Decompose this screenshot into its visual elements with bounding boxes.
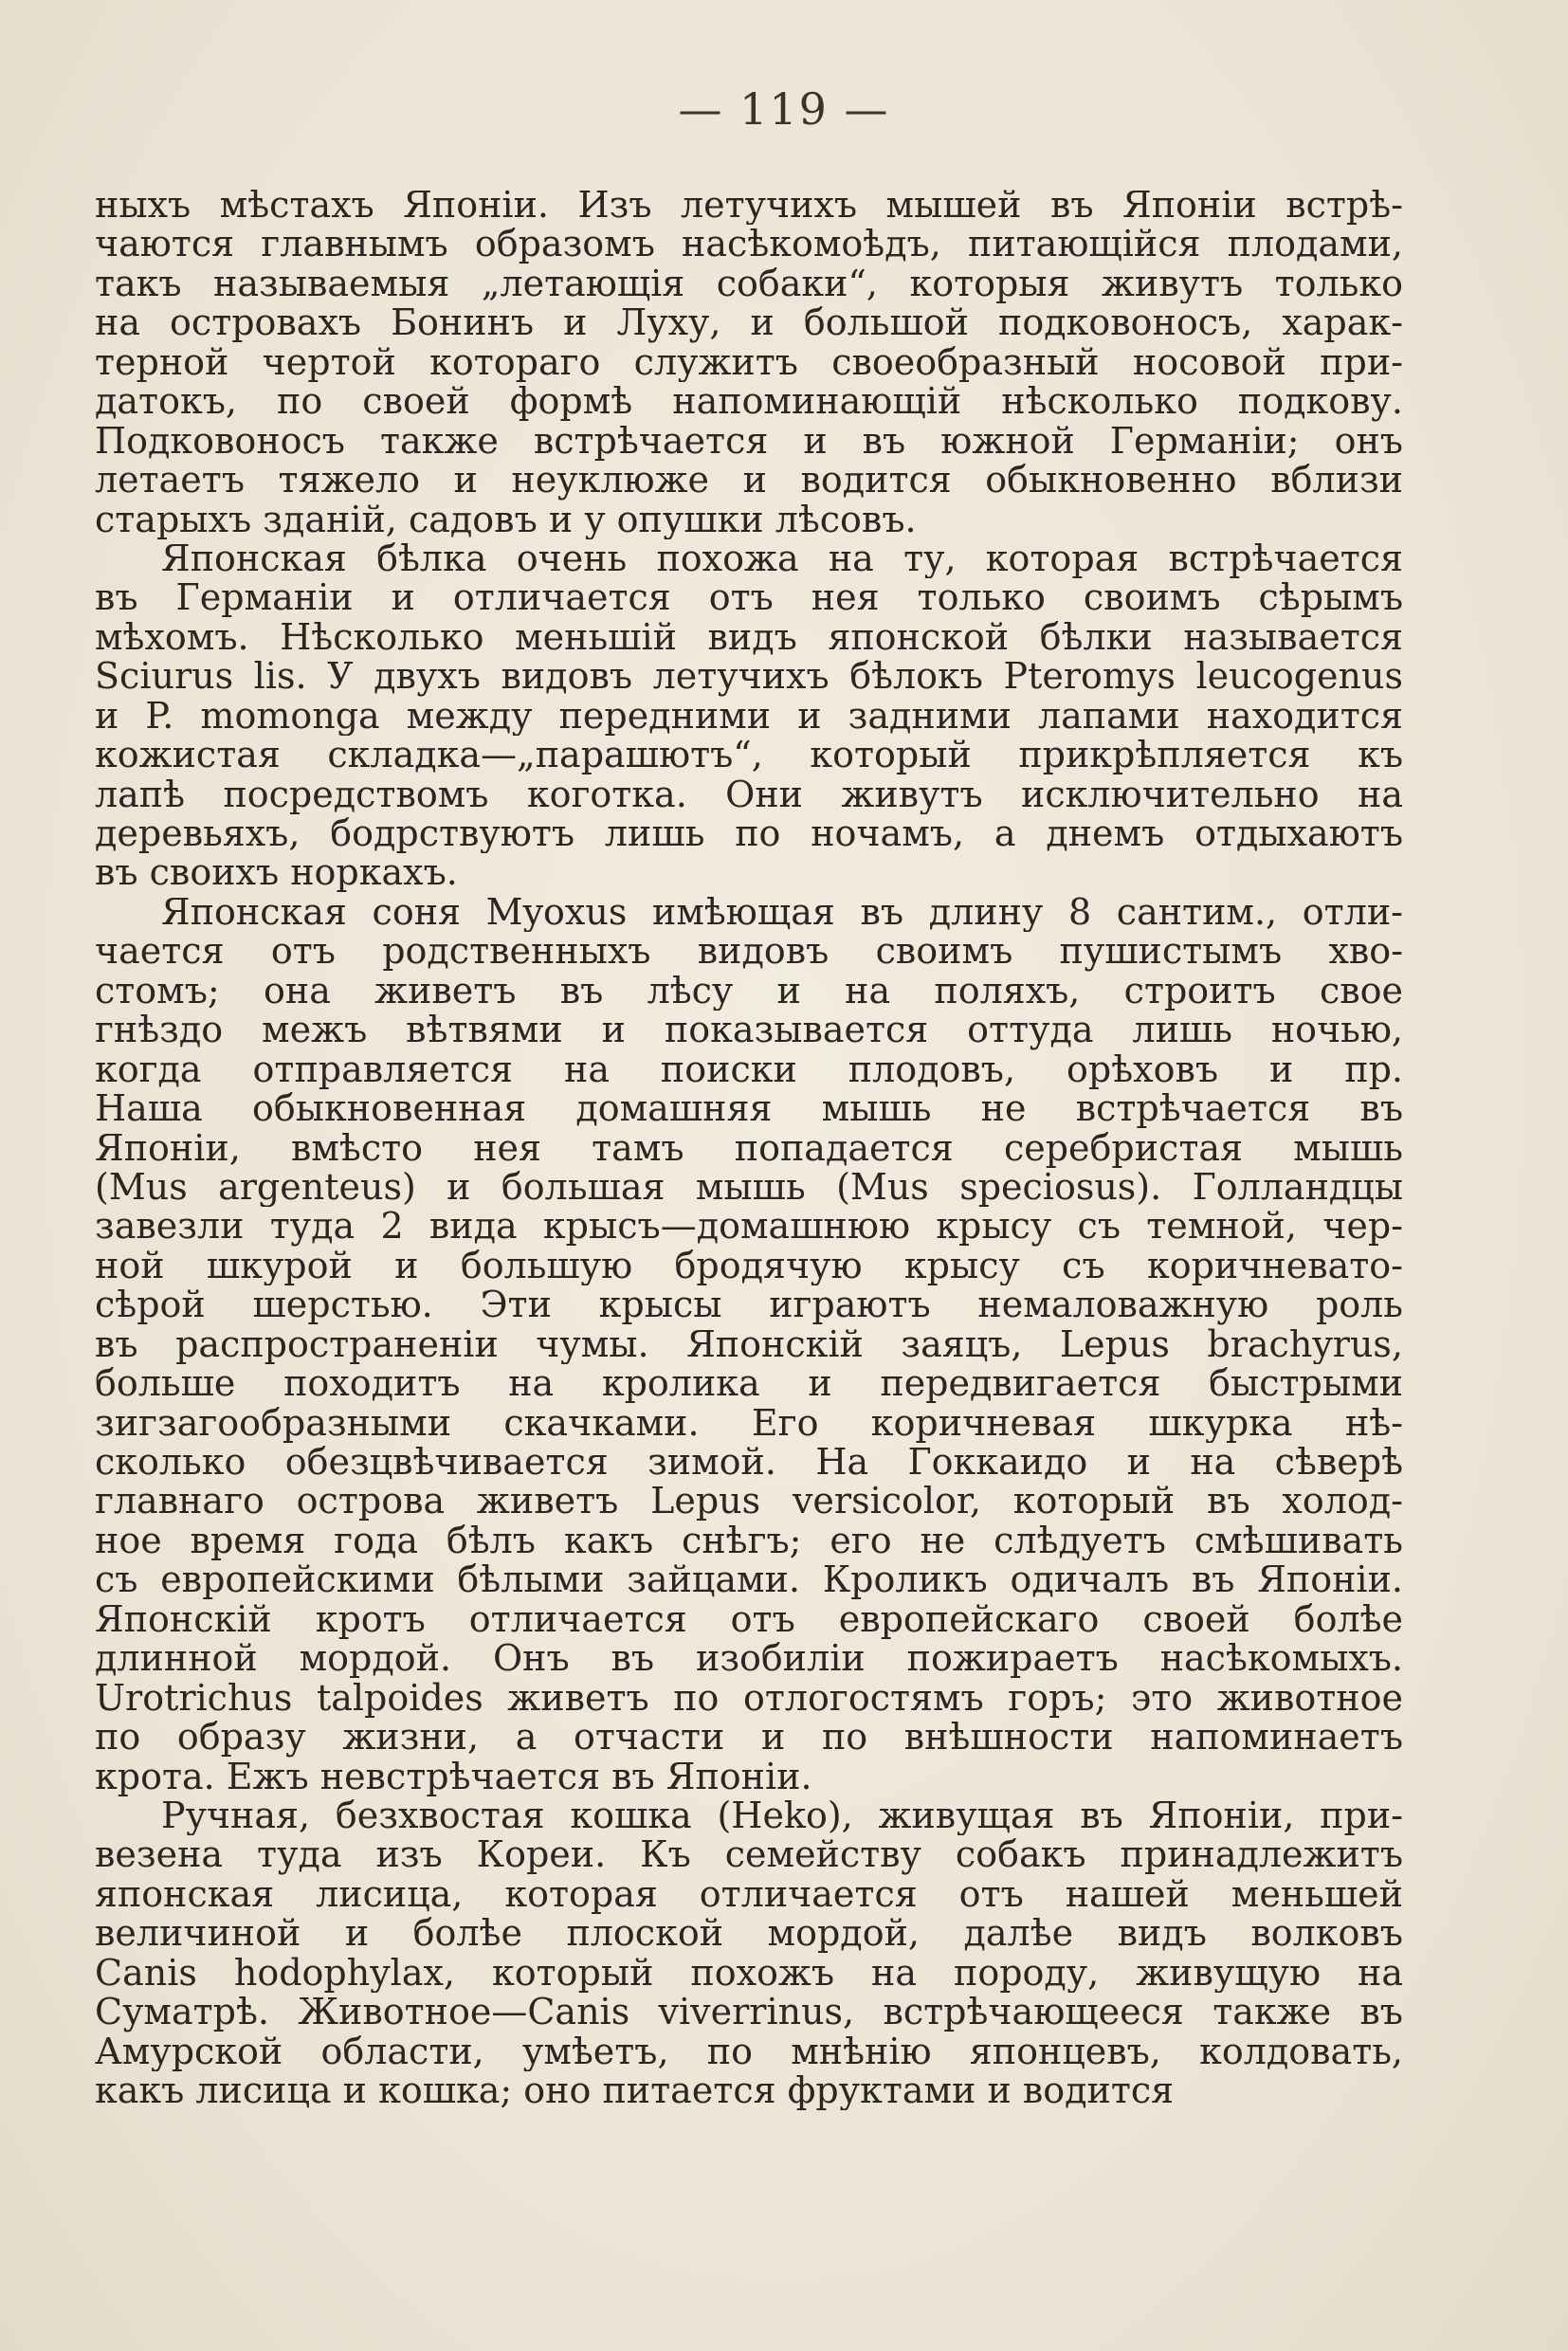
- text-line: летаетъ тяжело и неуклюже и водится обыкновенно вблизи: [95, 461, 1403, 501]
- text-line: такъ называемыя „летающiя собаки“, которыя живутъ только: [95, 264, 1403, 304]
- text-line: Японская бѣлка очень похожа на ту, которая встрѣчается: [161, 538, 1403, 579]
- text-line: на островахъ Бонинъ и Луху, и большой подковоносъ, харак-: [95, 303, 1403, 343]
- text-line: по образу жизни, а отчасти и по внѣшности напоминаетъ: [95, 1718, 1403, 1758]
- text-line: въ распространенiи чумы. Японскiй заяцъ, Lepus brachyrus,: [95, 1324, 1403, 1365]
- text-line: Японскiй кротъ отличается отъ европейскаго своей болѣе: [95, 1599, 1403, 1640]
- text-line: лапѣ посредствомъ коготка. Они живутъ исключительно на: [95, 775, 1403, 814]
- text-line: чается отъ родственныхъ видовъ своимъ пушистымъ хво-: [95, 932, 1403, 972]
- text-line: зигзагообразными скачками. Его коричневая шкурка нѣ-: [95, 1403, 1403, 1443]
- paragraph: [95, 539, 1403, 893]
- text-line: Sciurus lis. У двухъ видовъ летучихъ бѣлокъ Pteromys leucogenus: [95, 657, 1403, 697]
- text-line: (Mus argenteus) и большая мышь (Mus speciosus). Голландцы: [95, 1167, 1403, 1208]
- paragraph: [95, 1796, 1403, 2111]
- text-line: какъ лисица и кошка; оно питается фруктами и водится: [95, 2071, 1175, 2111]
- text-line: датокъ, по своей формѣ напоминающiй нѣсколько подкову.: [95, 382, 1403, 422]
- text-line: Urotrichus talpoides живетъ по отлогостямъ горъ; это животное: [95, 1678, 1403, 1719]
- text-line: ное время года бѣлъ какъ снѣгъ; его не слѣдуетъ смѣшивать: [95, 1521, 1403, 1561]
- text-line: Суматрѣ. Животное—Canis viverrinus, встрѣчающееся также въ: [95, 1993, 1403, 2032]
- text-line: главнаго острова живетъ Lepus versicolor, который въ холод-: [95, 1482, 1403, 1522]
- text-line: сколько обезцвѣчивается зимой. На Гоккаидо и на сѣверѣ: [95, 1443, 1403, 1483]
- text-line: мѣхомъ. Нѣсколько меньшiй видъ японской бѣлки называется: [95, 617, 1403, 658]
- text-line: деревьяхъ, бодрствуютъ лишь по ночамъ, а днемъ отдыхаютъ: [95, 814, 1403, 854]
- text-line: въ Германiи и отличается отъ нея только своимъ сѣрымъ: [95, 578, 1403, 618]
- text-line: кожистая складка—„парашютъ“, который прикрѣпляется къ: [95, 736, 1403, 775]
- text-line: Canis hodophylax, который похожъ на породу, живущую на: [95, 1953, 1403, 1994]
- text-line: больше походитъ на кролика и передвигается быстрыми: [95, 1364, 1403, 1404]
- text-line: Подковоносъ также встрѣчается и въ южной Германiи; онъ: [95, 421, 1403, 462]
- paragraph: [95, 893, 1403, 1796]
- text-line: везена туда изъ Кореи. Къ семейству собакъ принадлежитъ: [95, 1835, 1403, 1875]
- text-line: сѣрой шерстью. Эти крысы играютъ немаловажную роль: [95, 1285, 1403, 1325]
- text-line: когда отправляется на поиски плодовъ, орѣховъ и пр.: [95, 1049, 1403, 1090]
- text-line: терной чертой котораго служитъ своеобразный носовой при-: [95, 342, 1403, 383]
- text-line: стомъ; она живетъ въ лѣсу и на поляхъ, строитъ свое: [95, 971, 1403, 1011]
- body-text: [95, 186, 1403, 2110]
- page-number: — 119 —: [678, 83, 890, 135]
- text-line: Японская соня Myoxus имѣющая въ длину 8 сантим., отли-: [161, 892, 1403, 933]
- text-line: японская лисица, которая отличается отъ нашей меньшей: [95, 1874, 1403, 1915]
- text-line: Ручная, безхвостая кошка (Heko), живущая въ Японiи, при-: [161, 1795, 1403, 1836]
- text-line: завезли туда 2 вида крысъ—домашнюю крысу съ темной, чер-: [95, 1207, 1403, 1247]
- text-line: гнѣздо межъ вѣтвями и показывается оттуда лишь ночью,: [95, 1011, 1403, 1050]
- text-line: съ европейскими бѣлыми зайцами. Кроликъ одичалъ въ Японiи.: [95, 1560, 1403, 1600]
- text-line: чаются главнымъ образомъ насѣкомоѣдъ, питающiйся плодами,: [95, 225, 1403, 264]
- text-line: величиной и болѣе плоской мордой, далѣе видъ волковъ: [95, 1914, 1403, 1954]
- text-line: Амурской области, умѣетъ, по мнѣнiю японцевъ, колдовать,: [95, 2032, 1403, 2071]
- text-line: старыхъ зданiй, садовъ и у опушки лѣсовъ.: [95, 500, 917, 539]
- paragraph: [95, 186, 1403, 539]
- text-line: ныхъ мѣстахъ Японiи. Изъ летучихъ мышей въ Японiи встрѣ-: [95, 186, 1403, 226]
- text-line: въ своихъ норкахъ.: [95, 853, 458, 893]
- text-line: длинной мордой. Онъ въ изобилiи пожираетъ насѣкомыхъ.: [95, 1639, 1403, 1679]
- text-line: крота. Ежъ невстрѣчается въ Японiи.: [95, 1757, 812, 1796]
- text-line: ной шкурой и большую бродячую крысу съ коричневато-: [95, 1246, 1403, 1286]
- text-line: Японiи, вмѣсто нея тамъ попадается серебристая мышь: [95, 1128, 1403, 1168]
- text-line: Наша обыкновенная домашняя мышь не встрѣчается въ: [95, 1089, 1403, 1129]
- text-line: и P. momonga между передними и задними лапами находится: [95, 696, 1403, 737]
